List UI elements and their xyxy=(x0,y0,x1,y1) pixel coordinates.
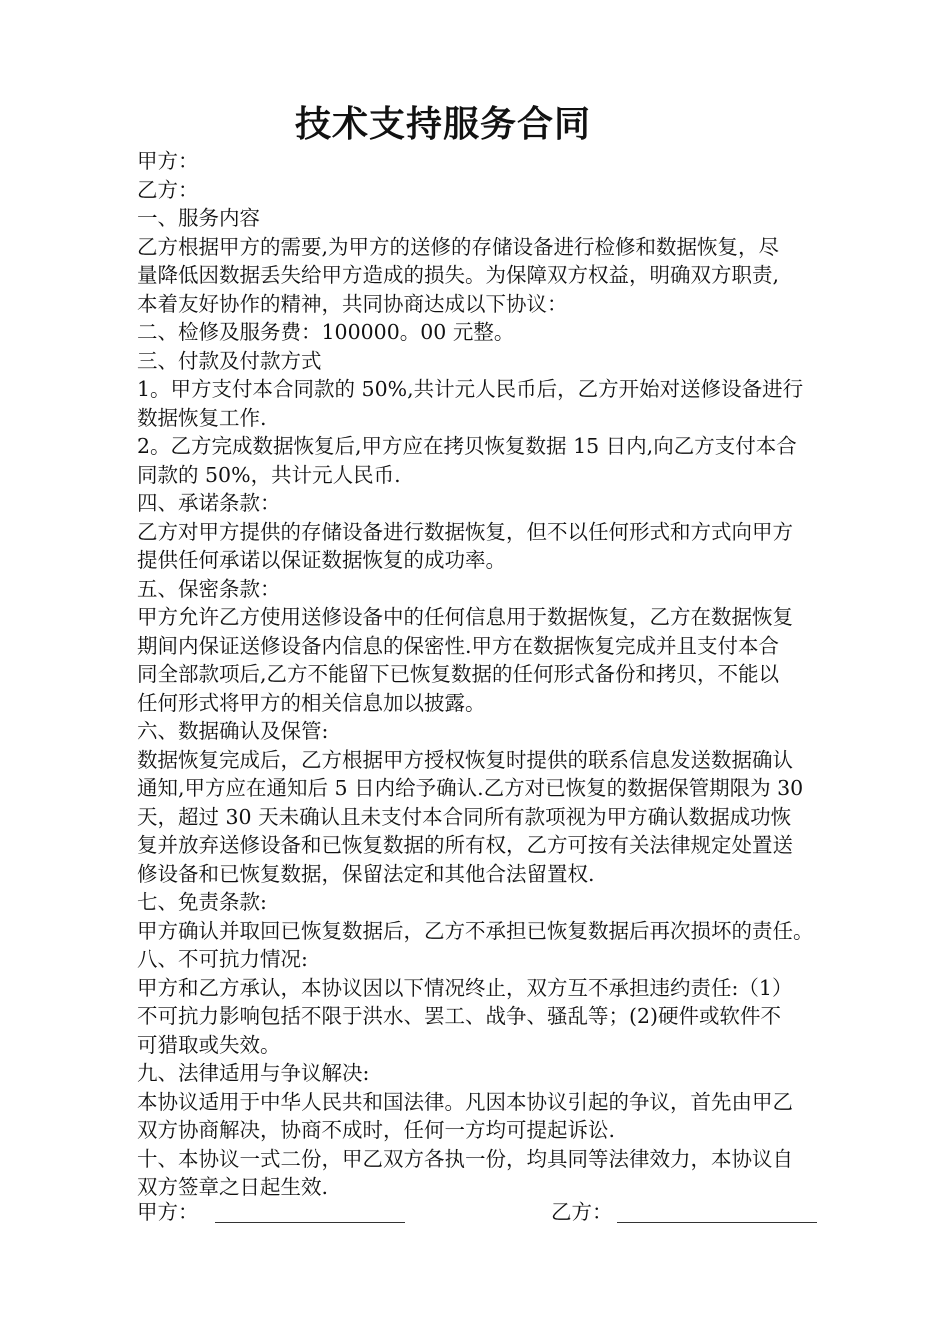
paragraph-line: 本协议适用于中华人民共和国法律。凡因本协议引起的争议，首先由甲乙 xyxy=(137,1089,793,1114)
paragraph-line: 同全部款项后,乙方不能留下已恢复数据的任何形式备份和拷贝，不能以 xyxy=(137,662,780,686)
paragraph-line: 修设备和已恢复数据，保留法定和其他合法留置权. xyxy=(137,861,595,886)
contract-body xyxy=(137,147,865,1202)
paragraph-line: 同款的 50%，共计元人民币. xyxy=(137,462,401,487)
party-a-signature-line xyxy=(215,1222,405,1223)
paragraph-line: 本着友好协作的精神，共同协商达成以下协议： xyxy=(137,291,568,316)
section-heading: 二、检修及服务费：100000。00 元整。 xyxy=(137,320,515,344)
section-heading: 三、付款及付款方式 xyxy=(137,348,322,373)
section-heading: 八、不可抗力情况: xyxy=(137,947,308,971)
section-heading: 九、法律适用与争议解决: xyxy=(137,1061,370,1085)
paragraph-line: 双方签章之日起生效. xyxy=(137,1175,329,1199)
paragraph-line: 期间内保证送修设备内信息的保密性.甲方在数据恢复完成并且支付本合 xyxy=(137,633,780,658)
paragraph-line: 数据恢复完成后，乙方根据甲方授权恢复时提供的联系信息发送数据确认 xyxy=(137,747,793,772)
paragraph-line: 乙方根据甲方的需要,为甲方的送修的存储设备进行检修和数据恢复，尽 xyxy=(137,234,780,259)
paragraph-line: 不可抗力影响包括不限于洪水、罢工、战争、骚乱等；(2)硬件或软件不 xyxy=(137,1004,782,1028)
paragraph-line: 量降低因数据丢失给甲方造成的损失。为保障双方权益，明确双方职责, xyxy=(137,263,780,287)
paragraph-line: 天，超过 30 天未确认且未支付本合同所有款项视为甲方确认数据成功恢 xyxy=(137,804,792,829)
party-b-signature-label: 乙方： xyxy=(551,1200,613,1224)
section-heading: 一、服务内容 xyxy=(137,206,260,230)
paragraph-line: 数据恢复工作. xyxy=(137,405,267,430)
section-heading: 四、承诺条款： xyxy=(137,491,281,515)
party-a-line: 甲方： xyxy=(137,149,199,173)
party-b-signature-line xyxy=(617,1222,817,1223)
signature-row xyxy=(137,1198,837,1228)
paragraph-line: 甲方和乙方承认，本协议因以下情况终止，双方互不承担违约责任:（1） xyxy=(137,975,793,1000)
section-heading: 五、保密条款： xyxy=(137,576,281,601)
paragraph-line: 十、本协议一式二份，甲乙双方各执一份，均具同等法律效力，本协议自 xyxy=(137,1146,793,1171)
paragraph-line: 甲方确认并取回已恢复数据后，乙方不承担已恢复数据后再次损坏的责任。 xyxy=(137,918,814,943)
paragraph-line: 可猎取或失效。 xyxy=(137,1032,281,1057)
section-heading: 六、数据确认及保管: xyxy=(137,719,329,743)
paragraph-line: 1。甲方支付本合同款的 50%,共计元人民币后，乙方开始对送修设备进行 xyxy=(137,377,804,401)
paragraph-line: 通知,甲方应在通知后 5 日内给予确认.乙方对已恢复的数据保管期限为 30 xyxy=(137,776,804,800)
paragraph-line: 甲方允许乙方使用送修设备中的任何信息用于数据恢复，乙方在数据恢复 xyxy=(137,605,793,629)
party-b-line: 乙方： xyxy=(137,177,199,202)
party-a-signature-label: 甲方： xyxy=(137,1200,199,1224)
paragraph-line: 任何形式将甲方的相关信息加以披露。 xyxy=(137,690,486,715)
paragraph-line: 2。乙方完成数据恢复后,甲方应在拷贝恢复数据 15 日内,向乙方支付本合 xyxy=(137,434,797,458)
section-heading: 七、免责条款: xyxy=(137,890,267,914)
document-title: 技术支持服务合同 xyxy=(294,104,591,145)
paragraph-line: 双方协商解决，协商不成时，任何一方均可提起诉讼. xyxy=(137,1118,616,1142)
paragraph-line: 乙方对甲方提供的存储设备进行数据恢复，但不以任何形式和方式向甲方 xyxy=(137,519,793,544)
paragraph-line: 复并放弃送修设备和已恢复数据的所有权，乙方可按有关法律规定处置送 xyxy=(137,833,793,857)
paragraph-line: 提供任何承诺以保证数据恢复的成功率。 xyxy=(137,548,506,572)
